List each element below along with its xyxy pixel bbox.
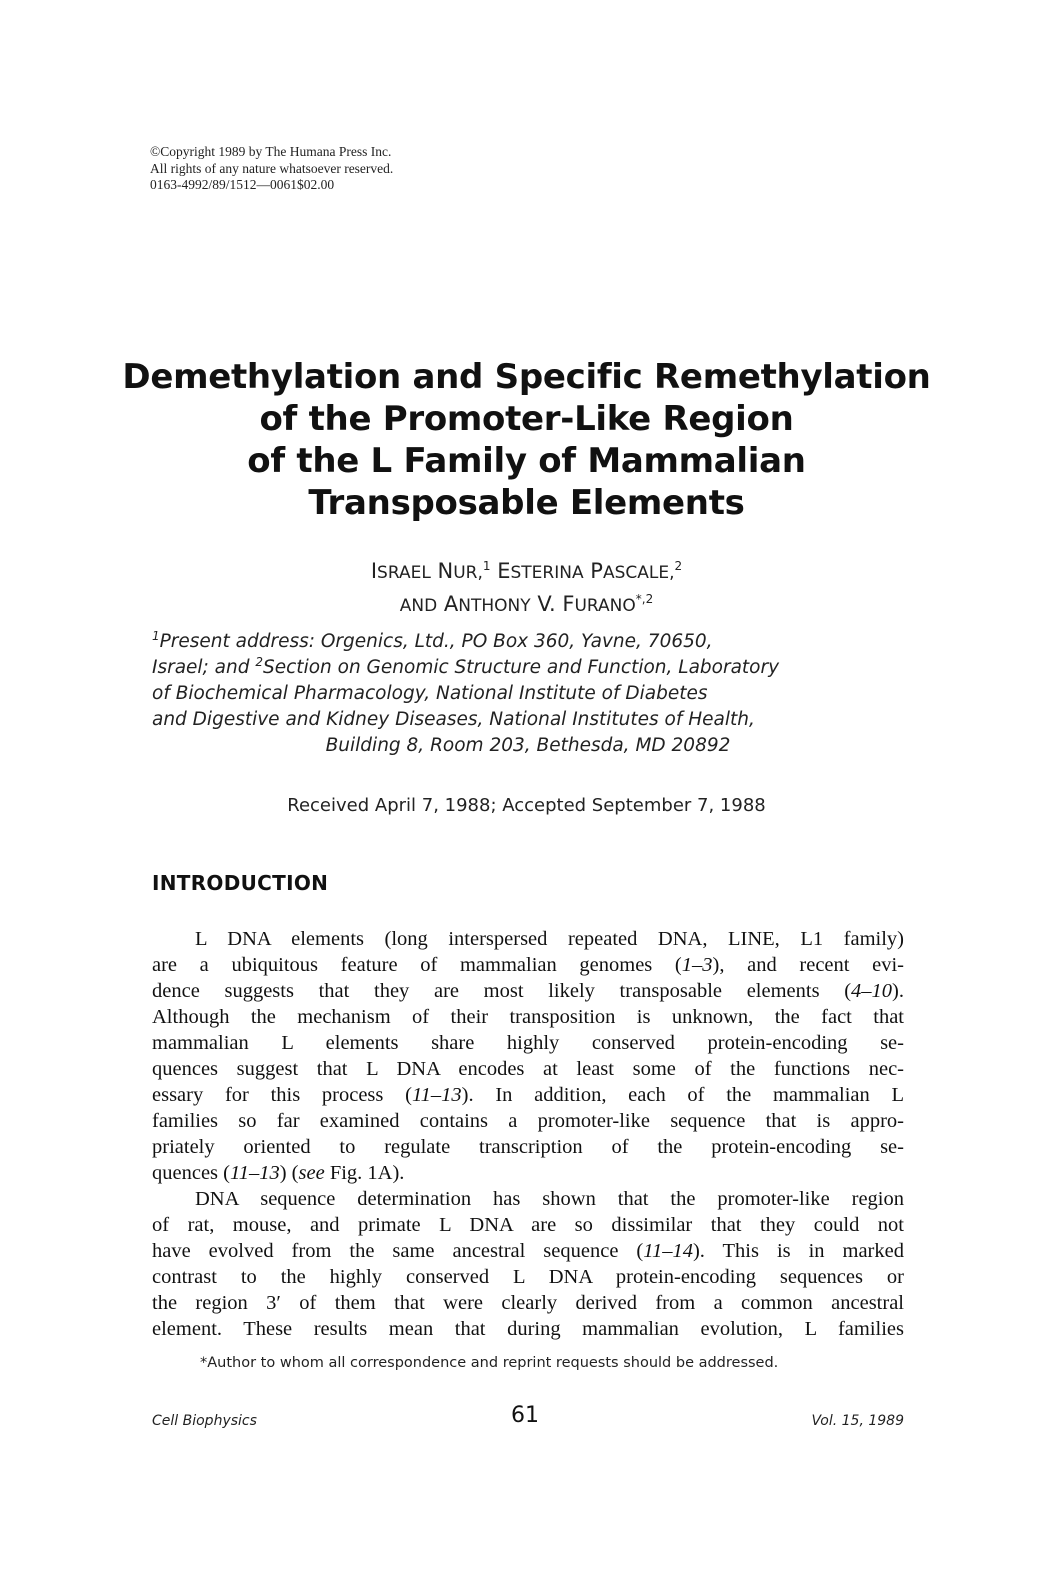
title-line: Transposable Elements xyxy=(308,483,745,523)
affiliation-line: of Biochemical Pharmacology, National Institute of Diabetes xyxy=(152,683,708,704)
text-line: essary for this process (11–13). In addition, each of the mammalian L xyxy=(152,1084,904,1106)
author-list xyxy=(100,556,953,622)
author-pascale: ESTERINA PASCALE,$^2$ xyxy=(497,559,683,583)
text-line: families so far examined contains a promoter-like sequence that is appro- xyxy=(152,1110,904,1132)
text-line: quences suggest that L DNA encodes at least some of the functions nec- xyxy=(152,1058,904,1080)
reference: 11–13 xyxy=(229,1162,280,1184)
journal-name: Cell Biophysics xyxy=(152,1413,257,1429)
and-word: AND xyxy=(399,596,438,616)
text-line: of rat, mouse, and primate L DNA are so dissimilar that they could not xyxy=(152,1214,904,1236)
reference: 11–14 xyxy=(643,1240,693,1262)
text-line: the region 3′ of them that were clearly derived from a common ancestral xyxy=(152,1292,904,1314)
author-line-1 xyxy=(100,556,953,589)
text-line: Although the mechanism of their transposition is unknown, the fact that xyxy=(152,1006,904,1028)
author-nur: ISRAEL NUR,$^1$ xyxy=(370,559,491,583)
section-heading: INTRODUCTION xyxy=(152,871,329,895)
text-line: mammalian L elements share highly conserved protein-encoding se- xyxy=(152,1032,904,1054)
body-text xyxy=(152,926,904,1342)
title-line: of the Promoter-Like Region xyxy=(259,399,794,439)
title-line: Demethylation and Specific Remethylation xyxy=(122,357,931,397)
reference: 4–10 xyxy=(851,980,893,1002)
reference: 11–13 xyxy=(411,1084,462,1106)
text-line: DNA sequence determination has shown that the promoter-like region xyxy=(195,1188,904,1210)
text-line: contrast to the highly conserved L DNA protein-encoding sequences or xyxy=(152,1266,904,1288)
copyright-notice xyxy=(150,144,393,194)
text-line: element. These results mean that during mammalian evolution, L families xyxy=(152,1318,904,1340)
text-line: priately oriented to regulate transcription of the protein-encoding se- xyxy=(152,1136,904,1158)
see-word: see xyxy=(298,1162,325,1184)
issn-line: 0163-4992/89/1512—0061$02.00 xyxy=(150,177,335,192)
reference: 1–3 xyxy=(681,954,713,976)
text-line: have evolved from the same ancestral sequence (11–14). This is in marked xyxy=(152,1240,904,1262)
page-number: 61 xyxy=(511,1403,539,1428)
article-title xyxy=(100,356,953,524)
affiliation-line: Building 8, Room 203, Bethesda, MD 20892 xyxy=(325,735,731,756)
rights-line: All rights of any nature whatsoever reserved. xyxy=(150,160,394,176)
text-line: quences (11–13) (see Fig. 1A). xyxy=(152,1162,405,1184)
affiliations xyxy=(152,629,904,759)
volume-info: Vol. 15, 1989 xyxy=(811,1413,904,1429)
copyright-line: ©Copyright 1989 by The Humana Press Inc. xyxy=(150,144,392,159)
affiliation-line: and Digestive and Kidney Diseases, National Institutes of Health, xyxy=(152,709,755,730)
author-line-2 xyxy=(100,589,953,622)
affiliation-line: Israel; and $^2$Section on Genomic Structure and Function, Laboratory xyxy=(152,654,780,678)
text-line: dence suggests that they are most likely transposable elements (4–10). xyxy=(152,980,904,1002)
title-line: of the L Family of Mammalian xyxy=(247,441,806,481)
author-furano: ANTHONY V. $FURANO^{*,2}$ xyxy=(443,592,654,616)
affiliation-line: $^1$Present address: Orgenics, Ltd., PO Box 360, Yavne, 70650, xyxy=(152,628,713,652)
received-dates: Received April 7, 1988; Accepted September 7, 1988 xyxy=(287,795,766,816)
correspondence-footnote: *Author to whom all correspondence and reprint requests should be addressed. xyxy=(200,1355,779,1371)
text-line: are a ubiquitous feature of mammalian genomes (1–3), and recent evi- xyxy=(152,954,904,976)
text-line: L DNA elements (long interspersed repeated DNA, LINE, L1 family) xyxy=(195,928,904,950)
